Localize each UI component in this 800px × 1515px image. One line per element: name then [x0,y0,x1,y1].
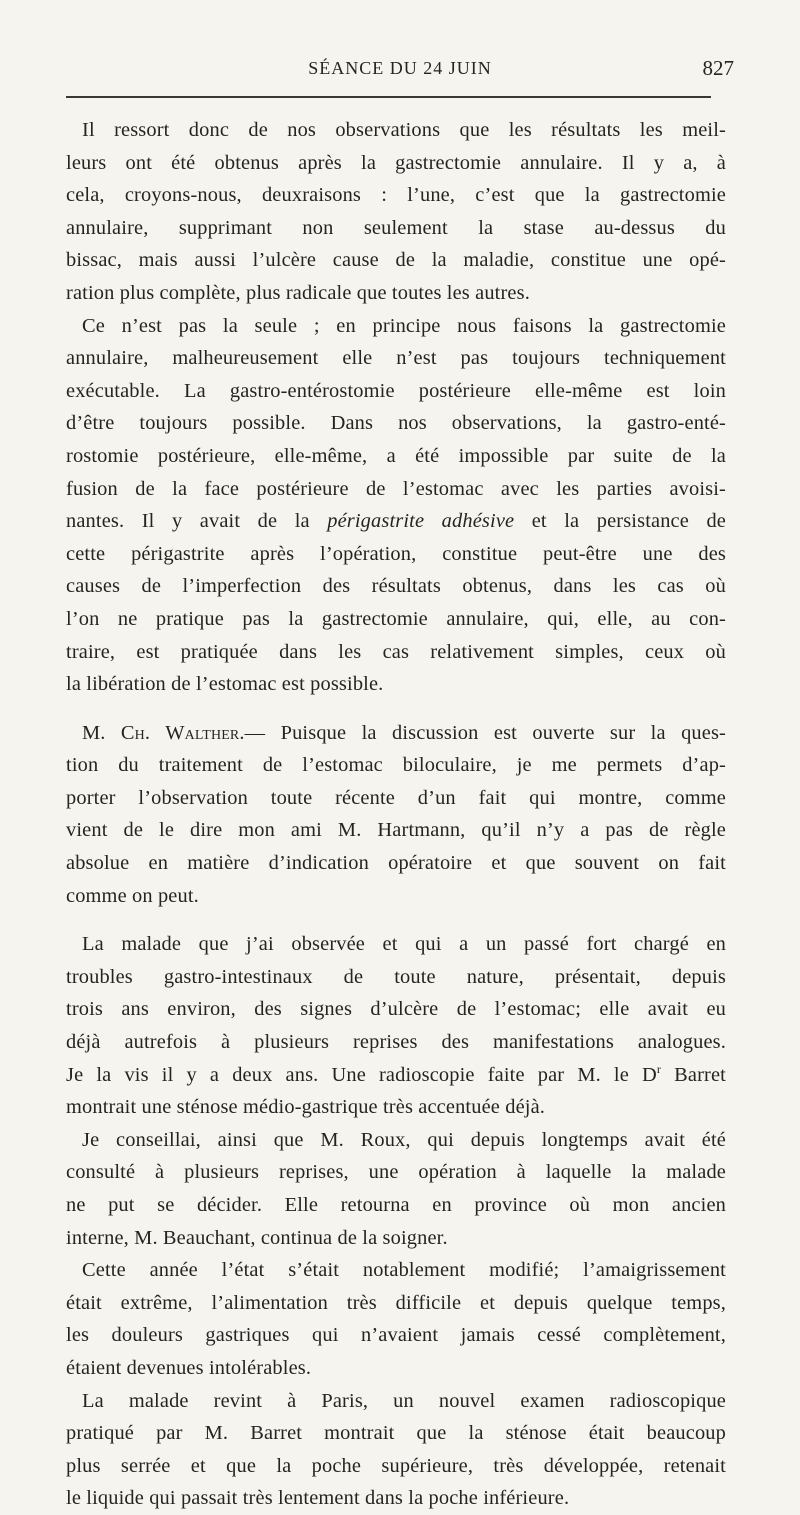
text-line [66,1059,726,1092]
text-line: annulaire, malheureusement elle n’est pas toujours techniquement [66,347,726,370]
text-line: cela, croyons-nous, deuxraisons : l’une, c’est que la gastrectomie [66,184,726,207]
text-line: traire, est pratiquée dans les cas relativement simples, ceux où [66,640,726,663]
paragraph-3 [66,717,726,913]
text-line: exécutable. La gastro-entérostomie postérieure elle-même est loin [66,379,726,402]
text-fragment: Je la vis il y a deux ans. Une radioscopie faite par M. le D [66,1063,657,1086]
text-line: Je conseillai, ainsi que M. Roux, qui depuis longtemps avait été [82,1128,726,1151]
paragraph-1 [66,114,726,310]
text-line: déjà autrefois à plusieurs reprises des manifestations analogues. [66,1031,726,1054]
text-fragment: nantes. Il y avait de la [66,510,328,533]
text-line: Il ressort donc de nos observations que les résultats les meil- [82,119,726,141]
text-line: montrait une sténose médio-gastrique très accentuée déjà. [66,1096,546,1119]
paragraph-2 [66,310,726,701]
page-number: 827 [702,56,734,80]
text-line: La malade que j’ai observée et qui a un passé fort chargé en [82,933,726,956]
paragraph-gap [66,912,726,928]
text-line: rostomie postérieure, elle-même, a été impossible par suite de la [66,444,726,467]
paragraph-4 [66,928,726,1124]
text-fragment: et la persistance de [514,510,726,533]
text-line: interne, M. Beauchant, continua de la soigner. [66,1226,448,1249]
header-rule [66,96,711,98]
text-line: bissac, mais aussi l’ulcère cause de la maladie, constitue une opé- [66,249,726,272]
text-line: absolue en matière d’indication opératoire et que souvent on fait [66,852,726,875]
text-line: causes de l’imperfection des résultats obtenus, dans les cas où [66,575,726,598]
text-line: pratiqué par M. Barret montrait que la sténose était beaucoup [66,1422,726,1445]
text-line: troubles gastro-intestinaux de toute nature, présentait, depuis [66,965,726,988]
text-line: consulté à plusieurs reprises, une opération à laquelle la malade [66,1161,726,1184]
text-line: trois ans environ, des signes d’ulcère de l’estomac; elle avait eu [66,998,726,1021]
text-line: annulaire, supprimant non seulement la stase au-dessus du [66,216,726,239]
text-line: d’être toujours possible. Dans nos observations, la gastro-enté- [66,412,726,435]
text-line: comme on peut. [66,884,199,907]
text-line: fusion de la face postérieure de l’estomac avec les parties avoisi- [66,477,726,500]
text-line: tion du traitement de l’estomac biloculaire, je me permets d’ap- [66,754,726,777]
text-line [66,717,726,750]
text-fragment: Barret [661,1063,726,1086]
speaker-name: M. Ch. Walther. [82,721,245,744]
paragraph-gap [66,701,726,717]
running-title: SÉANCE DU 24 JUIN [308,58,492,78]
text-line: les douleurs gastriques qui n’avaient jamais cessé complètement, [66,1324,726,1347]
text-line: l’on ne pratique pas la gastrectomie annulaire, qui, elle, au con- [66,607,726,630]
text-line: La malade revint à Paris, un nouvel examen radioscopique [82,1389,726,1412]
text-line: la libération de l’estomac est possible. [66,673,384,696]
text-fragment: — Puisque la discussion est ouverte sur la ques- [244,721,726,744]
italic-term: périgastrite adhésive [327,510,515,533]
text-line [66,505,726,538]
text-line: vient de le dire mon ami M. Hartmann, qu’il n’y a pas de règle [66,819,726,842]
text-line: plus serrée et que la poche supérieure, très développée, retenait [66,1454,726,1477]
text-line: porter l’observation toute récente d’un fait qui montre, comme [66,786,726,809]
text-line: ne put se décider. Elle retourna en province où mon ancien [66,1194,726,1216]
text-line: cette périgastrite après l’opération, constitue peut-être une des [66,542,726,565]
page-header [66,54,734,84]
text-line: ration plus complète, plus radicale que toutes les autres. [66,281,530,304]
text-line: était extrême, l’alimentation très difficile et depuis quelque temps, [66,1291,726,1314]
text-line: Cette année l’état s’était notablement modifié; l’amaigrissement [82,1259,726,1282]
paragraph-5 [66,1124,726,1254]
text-line: leurs ont été obtenus après la gastrectomie annulaire. Il y a, à [66,151,726,174]
body-text [66,114,726,1515]
paragraph-7 [66,1385,726,1515]
text-line: étaient devenues intolérables. [66,1356,312,1379]
text-line: Ce n’est pas la seule ; en principe nous faisons la gastrectomie [82,314,726,337]
text-line: le liquide qui passait très lentement dans la poche inférieure. [66,1487,570,1510]
paragraph-6 [66,1254,726,1384]
superscript: r [656,1061,662,1076]
